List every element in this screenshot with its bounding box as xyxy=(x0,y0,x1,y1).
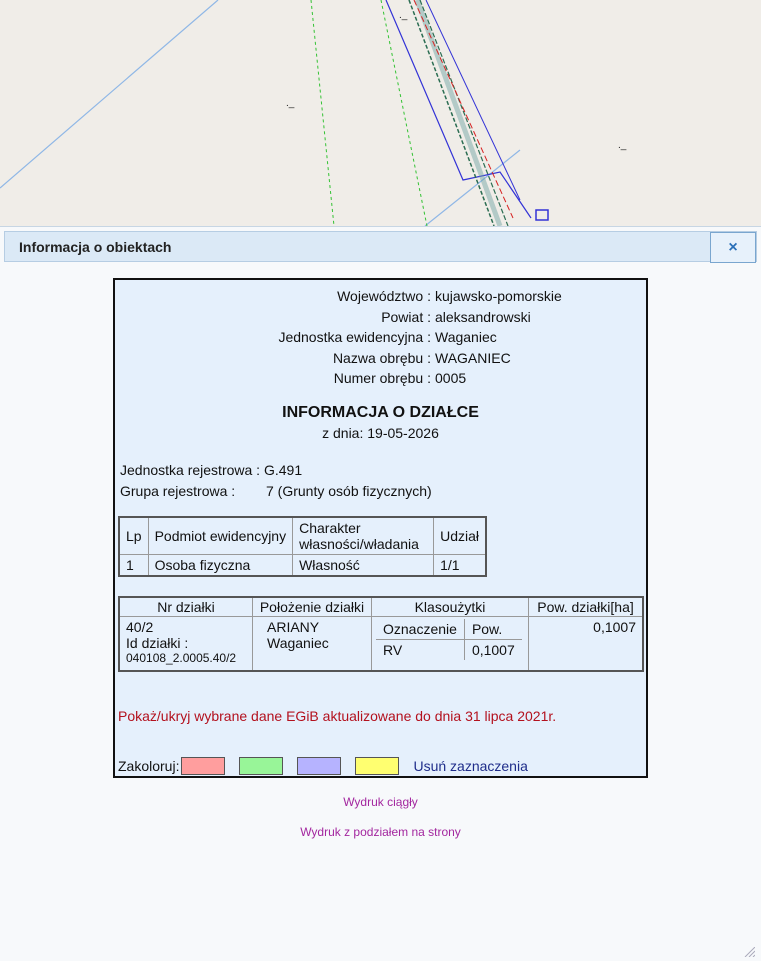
parcel-header-number: Nr działki xyxy=(119,597,253,617)
land-class-code: RV xyxy=(376,640,464,661)
meta-row-county xyxy=(115,307,650,328)
parcel-location-line1: ARIANY xyxy=(267,619,320,635)
resize-grip-icon[interactable] xyxy=(743,947,755,957)
parcel-table xyxy=(118,596,644,672)
parcel-header-area: Pow. działki[ha] xyxy=(529,597,644,617)
dialog-title: Informacja o obiektach xyxy=(19,239,172,255)
swatch-green[interactable] xyxy=(239,757,283,775)
table-row xyxy=(119,555,486,577)
owners-cell-lp: 1 xyxy=(119,555,148,577)
road-edge xyxy=(420,0,508,226)
map-view[interactable] xyxy=(0,0,761,226)
colorize-label: Zakoloruj: xyxy=(118,758,180,774)
meta-value: 0005 xyxy=(435,370,467,386)
object-info-dialog xyxy=(0,226,761,961)
parcel-classes-cell xyxy=(372,617,529,671)
meta-label: Numer obrębu : xyxy=(333,370,431,386)
land-class-table xyxy=(376,619,522,660)
registry-group-row xyxy=(120,481,432,502)
parcel-location-line2: Waganiec xyxy=(267,635,329,651)
registry-info xyxy=(120,460,432,501)
print-paged-link[interactable]: Wydruk z podziałem na strony xyxy=(300,825,461,839)
meta-value: kujawsko-pomorskie xyxy=(435,288,562,304)
owners-header-lp: Lp xyxy=(119,517,148,555)
owners-header-subject: Podmiot ewidencyjny xyxy=(148,517,293,555)
registry-group-label: Grupa rejestrowa : xyxy=(120,482,236,499)
registry-unit-label: Jednostka rejestrowa : xyxy=(120,462,261,478)
meta-label: Powiat : xyxy=(381,308,431,325)
map-marker xyxy=(536,210,548,220)
clear-selection-link[interactable]: Usuń zaznaczenia xyxy=(413,758,528,774)
meta-value: aleksandrowski xyxy=(435,308,531,325)
parcel-location-cell xyxy=(253,617,372,671)
meta-label: Jednostka ewidencyjna : xyxy=(278,329,431,345)
map-label: ._ xyxy=(399,10,408,21)
registry-group-value: 7 (Grunty osób fizycznych) xyxy=(266,482,432,499)
owners-cell-subject: Osoba fizyczna xyxy=(148,555,293,577)
close-icon: × xyxy=(728,239,738,256)
swatch-blue[interactable] xyxy=(297,757,341,775)
parcel-header-classes: Klasoużytki xyxy=(372,597,529,617)
map-line xyxy=(0,0,218,188)
map-boundary xyxy=(311,0,334,226)
table-row xyxy=(376,640,522,661)
owners-header-ownership: Charakter własności/władania xyxy=(293,517,434,555)
map-label: ._ xyxy=(286,98,295,109)
meta-row-precinct-name xyxy=(115,348,650,369)
owners-table xyxy=(118,516,487,577)
colorize-bar xyxy=(118,757,528,775)
registry-unit-row xyxy=(120,460,432,481)
map-canvas[interactable] xyxy=(0,0,761,226)
meta-row-precinct-number xyxy=(115,368,650,389)
parcel-header-row xyxy=(119,597,643,617)
location-meta xyxy=(115,286,650,389)
owners-header-share: Udział xyxy=(434,517,486,555)
egib-toggle-link[interactable]: Pokaż/ukryj wybrane dane EGiB aktualizowane do dnia 31 lipca 2021r. xyxy=(118,708,557,724)
report-heading: INFORMACJA O DZIAŁCE xyxy=(282,404,479,421)
meta-value: Waganiec xyxy=(435,329,497,345)
report-date: z dnia: 19-05-2026 xyxy=(322,425,439,441)
meta-row-voivodeship xyxy=(115,286,650,307)
table-row xyxy=(119,617,643,671)
parcel-header-location: Położenie działki xyxy=(253,597,372,617)
close-button[interactable] xyxy=(710,232,756,263)
parcel-area-cell: 0,1007 xyxy=(529,617,644,671)
meta-label: Województwo : xyxy=(337,288,431,304)
owners-header-row xyxy=(119,517,486,555)
map-label: ._ xyxy=(618,140,627,151)
parcel-number-cell xyxy=(119,617,253,671)
meta-row-unit xyxy=(115,327,650,348)
land-class-header-row xyxy=(376,619,522,640)
dialog-titlebar[interactable] xyxy=(4,231,757,262)
meta-label: Nazwa obrębu : xyxy=(332,349,431,366)
owners-cell-share: 1/1 xyxy=(434,555,486,577)
parcel-report xyxy=(113,278,648,778)
land-class-header-code: Oznaczenie xyxy=(376,619,464,640)
meta-value: WAGANIEC xyxy=(435,349,511,366)
owners-cell-ownership: Własność xyxy=(293,555,434,577)
land-class-area: 0,1007 xyxy=(471,642,515,658)
land-class-header-area: Pow. xyxy=(471,621,503,637)
swatch-yellow[interactable] xyxy=(355,757,399,775)
road-edge xyxy=(409,0,494,226)
parcel-id-label: Id działki : xyxy=(126,635,189,651)
map-boundary xyxy=(381,0,427,226)
map-line xyxy=(425,150,520,226)
parcel-number: 40/2 xyxy=(126,619,154,635)
print-continuous-link[interactable]: Wydruk ciągły xyxy=(343,795,418,809)
registry-unit-value: G.491 xyxy=(263,462,303,478)
parcel-id: 040108_2.0005.40/2 xyxy=(126,651,237,665)
swatch-red[interactable] xyxy=(181,757,225,775)
